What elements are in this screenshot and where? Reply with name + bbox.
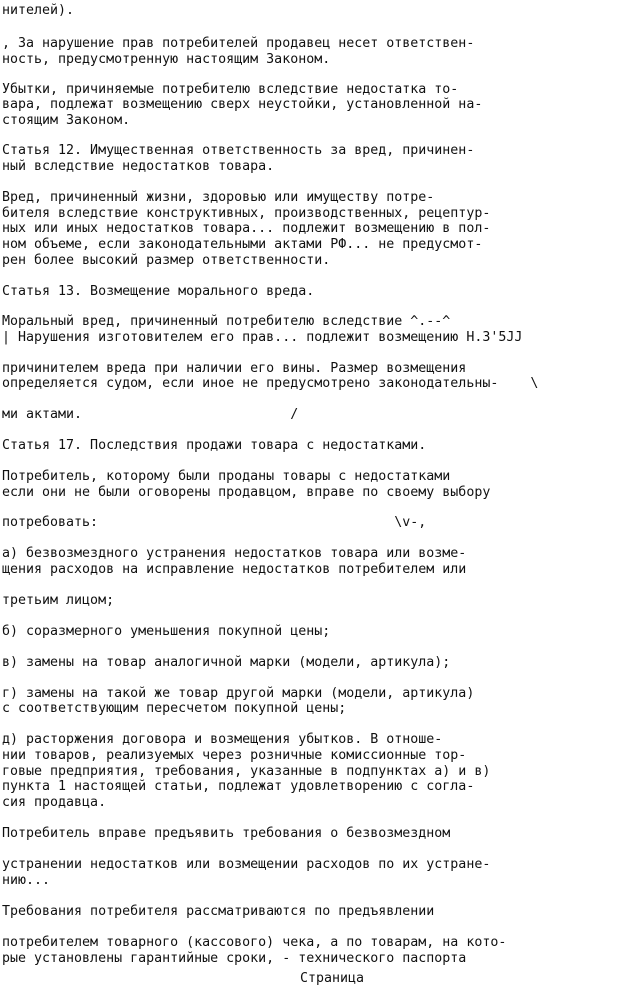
text-line: Потребитель вправе предъявить требования о безвозмездном	[2, 826, 451, 841]
text-line: , За нарушение прав потребителей продавец несет ответствен-	[2, 36, 475, 51]
text-line: щения расходов на исправление недостатков потребителем или	[2, 562, 467, 577]
text-line: нителей).	[2, 3, 75, 18]
text-line: рые установлены гарантийные сроки, - технического паспорта	[2, 951, 467, 966]
text-line: рен более высокий размер ответственности.	[2, 253, 331, 268]
text-line: бителя вследствие конструктивных, производственных, рецептур-	[2, 206, 491, 221]
text-line: д) расторжения договора и возмещения убытков. В отноше-	[2, 732, 443, 747]
text-line: определяется судом, если иное не предусмотрено законодательны- \	[2, 376, 539, 391]
text-line: а) безвозмездного устранения недостатков товара или возме-	[2, 546, 467, 561]
text-line: нию...	[2, 873, 51, 888]
text-line: с соответствующим пересчетом покупной цены;	[2, 701, 347, 716]
text-line: ном объеме, если законодательными актами РФ... не предусмот-	[2, 237, 483, 252]
text-line: Требования потребителя рассматриваются по предъявлении	[2, 904, 435, 919]
text-line: говые предприятия, требования, указанные в подпунктах а) и в)	[2, 764, 491, 779]
text-line: ми актами. /	[2, 407, 299, 422]
text-line: Убытки, причиняемые потребителю вследствие недостатка то-	[2, 82, 459, 97]
text-line: Моральный вред, причиненный потребителю вследствие ^.--^	[2, 314, 451, 329]
text-line: ных или иных недостатков товара... подлежит возмещению в пол-	[2, 221, 491, 236]
text-line: б) соразмерного уменьшения покупной цены;	[2, 624, 331, 639]
text-line: нии товаров, реализуемых через розничные комиссионные тор-	[2, 748, 467, 763]
text-line: ный вследствие недостатков товара.	[2, 159, 275, 174]
text-line: вара, подлежат возмещению сверх неустойки, установленной на-	[2, 97, 483, 112]
text-line: Потребитель, которому были проданы товары с недостатками	[2, 469, 451, 484]
text-line: если они не были оговорены продавцом, вправе по своему выбору	[2, 485, 491, 500]
text-line: | Нарушения изготовителем его прав... подлежит возмещению Н.3'5JJ	[2, 330, 523, 345]
text-line: причинителем вреда при наличии его вины. Размер возмещения	[2, 361, 467, 376]
text-line: в) замены на товар аналогичной марки (модели, артикула);	[2, 655, 451, 670]
text-line: г) замены на такой же товар другой марки (модели, артикула)	[2, 686, 475, 701]
text-line: третьим лицом;	[2, 593, 115, 608]
text-line: ность, предусмотренную настоящим Законом.	[2, 52, 331, 67]
text-line: стоящим Законом.	[2, 113, 131, 128]
text-line: Статья 13. Возмещение морального вреда.	[2, 284, 315, 299]
text-line: Статья 12. Имущественная ответственность за вред, причинен-	[2, 143, 475, 158]
text-line: Статья 17. Последствия продажи товара с недостатками.	[2, 438, 427, 453]
text-line: устранении недостатков или возмещении расходов по их устране-	[2, 857, 491, 872]
text-line: Вред, причиненный жизни, здоровью или имуществу потре-	[2, 190, 435, 205]
text-line: сия продавца.	[2, 795, 107, 810]
page-footer: Страница	[300, 971, 365, 986]
text-line: пункта 1 настоящей статьи, подлежат удовлетворению с согла-	[2, 779, 475, 794]
text-line: потребителем товарного (кассового) чека, а по товарам, на кото-	[2, 935, 507, 950]
text-line: потребовать: \v-,	[2, 515, 427, 530]
